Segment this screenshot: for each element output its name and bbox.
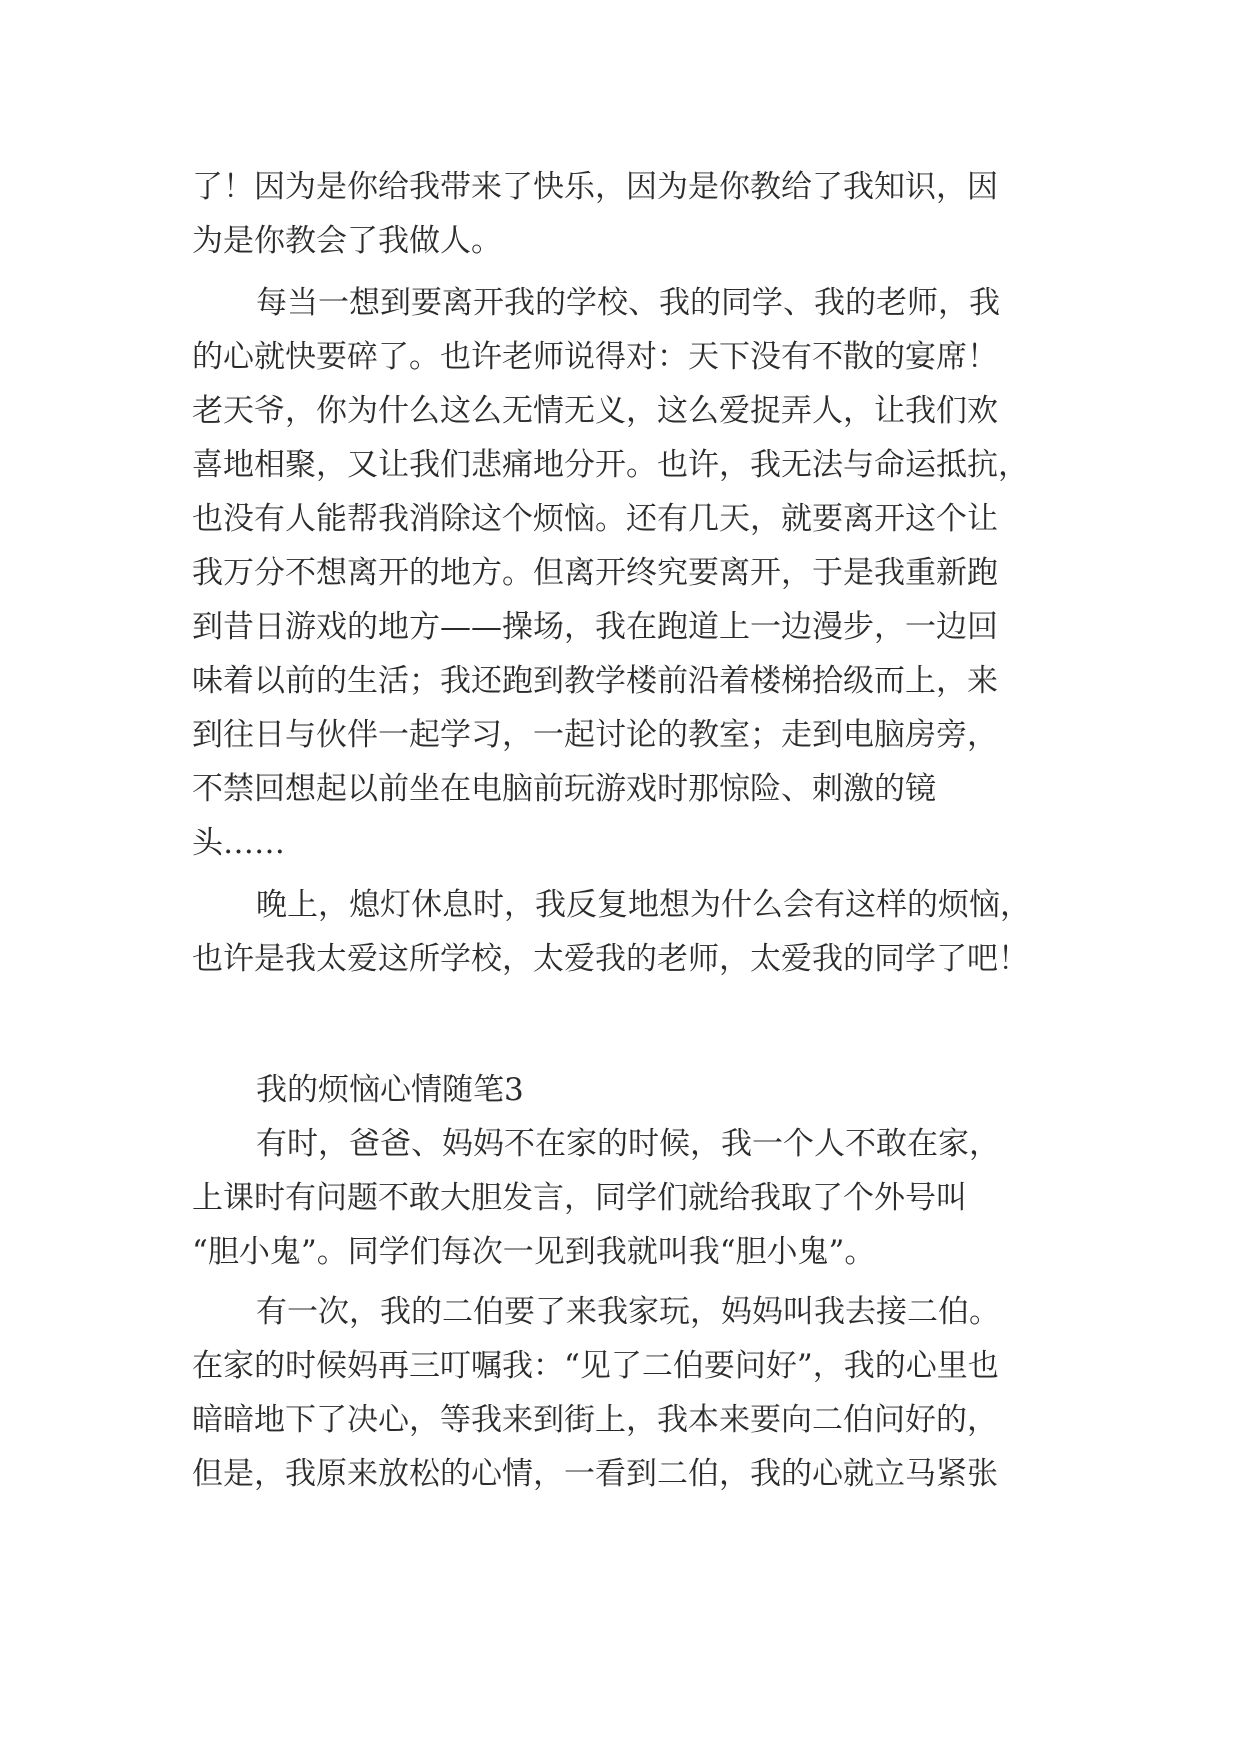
text-line: 头…… [192,825,285,861]
text-line: 为是你教会了我做人。 [192,223,502,259]
text-line: 晚上，熄灯休息时，我反复地想为什么会有这样的烦恼， [256,887,1031,923]
text-line: 上课时有问题不敢大胆发言，同学们就给我取了个外号叫 [192,1180,967,1216]
text-line: “胆小鬼”。同学们每次一见到我就叫我“胆小鬼”。 [192,1234,876,1270]
text-line: 老天爷，你为什么这么无情无义，这么爱捉弄人，让我们欢 [192,393,998,429]
text-line: 不禁回想起以前坐在电脑前玩游戏时那惊险、刺激的镜 [192,771,936,807]
text-line: 的心就快要碎了。也许老师说得对：天下没有不散的宴席！ [192,339,998,375]
text-line: 暗暗地下了决心，等我来到街上，我本来要向二伯问好的， [192,1402,998,1438]
text-line: 喜地相聚，又让我们悲痛地分开。也许，我无法与命运抵抗， [192,447,1029,483]
section-heading: 我的烦恼心情随笔3 [256,1072,524,1108]
text-line: 每当一想到要离开我的学校、我的同学、我的老师，我 [256,285,1000,321]
text-line: 了！因为是你给我带来了快乐，因为是你教给了我知识，因 [192,169,998,205]
text-line: 也许是我太爱这所学校，太爱我的老师，太爱我的同学了吧！ [192,941,1029,977]
text-line: 但是，我原来放松的心情，一看到二伯，我的心就立马紧张 [192,1456,998,1492]
text-line: 有时，爸爸、妈妈不在家的时候，我一个人不敢在家， [256,1126,1000,1162]
text-line: 在家的时候妈再三叮嘱我：“见了二伯要问好”，我的心里也 [192,1348,999,1384]
text-line: 到昔日游戏的地方——操场，我在跑道上一边漫步，一边回 [192,609,998,645]
text-line: 我万分不想离开的地方。但离开终究要离开，于是我重新跑 [192,555,998,591]
text-line: 味着以前的生活；我还跑到教学楼前沿着楼梯拾级而上，来 [192,663,998,699]
text-line: 也没有人能帮我消除这个烦恼。还有几天，就要离开这个让 [192,501,998,537]
text-line: 有一次，我的二伯要了来我家玩，妈妈叫我去接二伯。 [256,1294,1000,1330]
text-line: 到往日与伙伴一起学习，一起讨论的教室；走到电脑房旁， [192,717,998,753]
